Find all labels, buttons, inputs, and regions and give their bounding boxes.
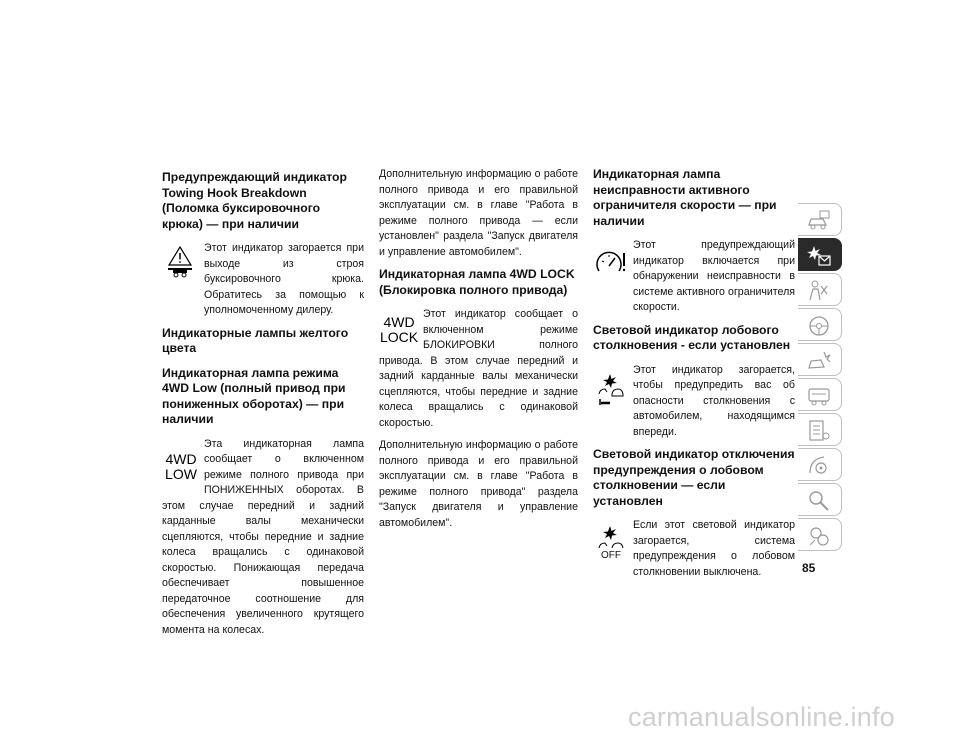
tab-language[interactable]	[798, 518, 842, 551]
tab-service[interactable]	[798, 378, 842, 411]
service-car-icon	[806, 383, 832, 409]
watermark: carmanualsonline.info	[628, 702, 895, 732]
column-left	[162, 170, 364, 645]
4wd-lock-description: Этот индикатор сообщает о включенном режиме БЛОКИРОВКИ полного привода. В этом случае передний и задний карданные валы механически сцепляются, чтобы передние и задние колеса вращались с одинаковой скоростью.	[379, 308, 578, 429]
tab-car-info[interactable]	[798, 203, 842, 236]
multimedia-icon	[806, 453, 832, 479]
tab-safety[interactable]	[798, 273, 842, 306]
tab-dashboard-warning[interactable]	[798, 238, 842, 271]
search-icon	[806, 488, 832, 514]
indicator-4wd-lock	[379, 307, 578, 431]
tab-crash[interactable]	[798, 343, 842, 376]
safety-icon	[806, 278, 832, 304]
column-right	[593, 167, 795, 587]
tab-multimedia[interactable]	[798, 448, 842, 481]
speed-limiter-fault-icon	[593, 242, 629, 282]
4wd-low-icon: 4WD LOW	[165, 450, 197, 482]
heading-speed-limiter-fault: Индикаторная лампа неисправности активного ограничителя скорости — при наличии	[593, 167, 777, 228]
indicator-towing-hook	[162, 241, 364, 319]
indicator-speed-limiter	[593, 238, 795, 316]
heading-towing-hook: Предупреждающий индикатор Towing Hook Breakdown (Поломка буксировочного крюка) — при наличии	[162, 170, 347, 231]
crash-icon	[806, 348, 832, 374]
4wd-lock-info-reference: Дополнительную информацию о работе полного привода и его правильной эксплуатации см. в главе "Работа в режиме полного привода" раздела "Запуск двигателя и управление автомобилем".	[379, 439, 578, 529]
indicator-4wd-low	[162, 437, 364, 639]
tab-search[interactable]	[798, 483, 842, 516]
forward-collision-off-icon: OFF	[593, 520, 629, 564]
forward-collision-description: Этот индикатор загорается, чтобы предупредить вас об опасности столкновения с автомобилем, находящимся впереди.	[633, 363, 795, 438]
forward-collision-icon	[593, 369, 629, 409]
towing-hook-description: Этот индикатор загорается при выходе из строя буксировочного крюка. Обратитесь за помощью к уполномоченному дилеру.	[204, 242, 364, 316]
heading-4wd-lock: Индикаторная лампа 4WD LOCK (Блокировка полного привода)	[379, 267, 575, 297]
forward-collision-off-description: Если этот световой индикатор загорается, система предупреждения о лобовом столкновении выключена.	[633, 519, 795, 578]
heading-4wd-low: Индикаторная лампа режима 4WD Low (полный привод при пониженных оборотах) — при наличии	[162, 365, 346, 426]
car-info-icon	[806, 208, 832, 234]
4wd-lock-icon: 4WD LOCK	[379, 314, 419, 345]
tab-specifications[interactable]	[798, 413, 842, 446]
page-number: 85	[802, 561, 816, 575]
column-middle	[379, 167, 578, 538]
4wd-info-reference: Дополнительную информацию о работе полного привода и его правильной эксплуатации см. в главе "Работа в режиме полного привода — если установлен" раздела "Запуск двигателя и управление автомобилем".	[379, 168, 578, 258]
speed-limiter-description: Этот предупреждающий индикатор включается при обнаружении неисправности в системе активного ограничителя скорости.	[633, 239, 795, 313]
heading-forward-collision-off: Световой индикатор отключения предупреждения о лобовом столкновении — если установлен	[593, 447, 795, 508]
4wd-low-description: Эта индикаторная лампа сообщает о включенном режиме полного привода при ПОНИЖЕННЫХ оборотах. В этом случае передний и задний карданные валы механически сцепляются, чтобы передние и задние колеса вращались с одинаковой скоростью. Понижающая передача обеспечивает повышенное передаточное соотношение для обеспечения увеличенного крутящего момента на колесах.	[162, 437, 364, 636]
steering-wheel-icon	[806, 313, 832, 339]
indicator-forward-collision-off	[593, 518, 795, 580]
dashboard-warning-icon	[806, 243, 832, 269]
heading-yellow-indicators: Индикаторные лампы желтого цвета	[162, 325, 349, 355]
language-icon	[806, 523, 832, 549]
indicator-forward-collision	[593, 363, 795, 441]
towing-hook-warning-icon	[162, 241, 198, 281]
tab-steering[interactable]	[798, 308, 842, 341]
heading-forward-collision: Световой индикатор лобового столкновения - если установлен	[593, 322, 791, 352]
specifications-icon	[806, 418, 832, 444]
